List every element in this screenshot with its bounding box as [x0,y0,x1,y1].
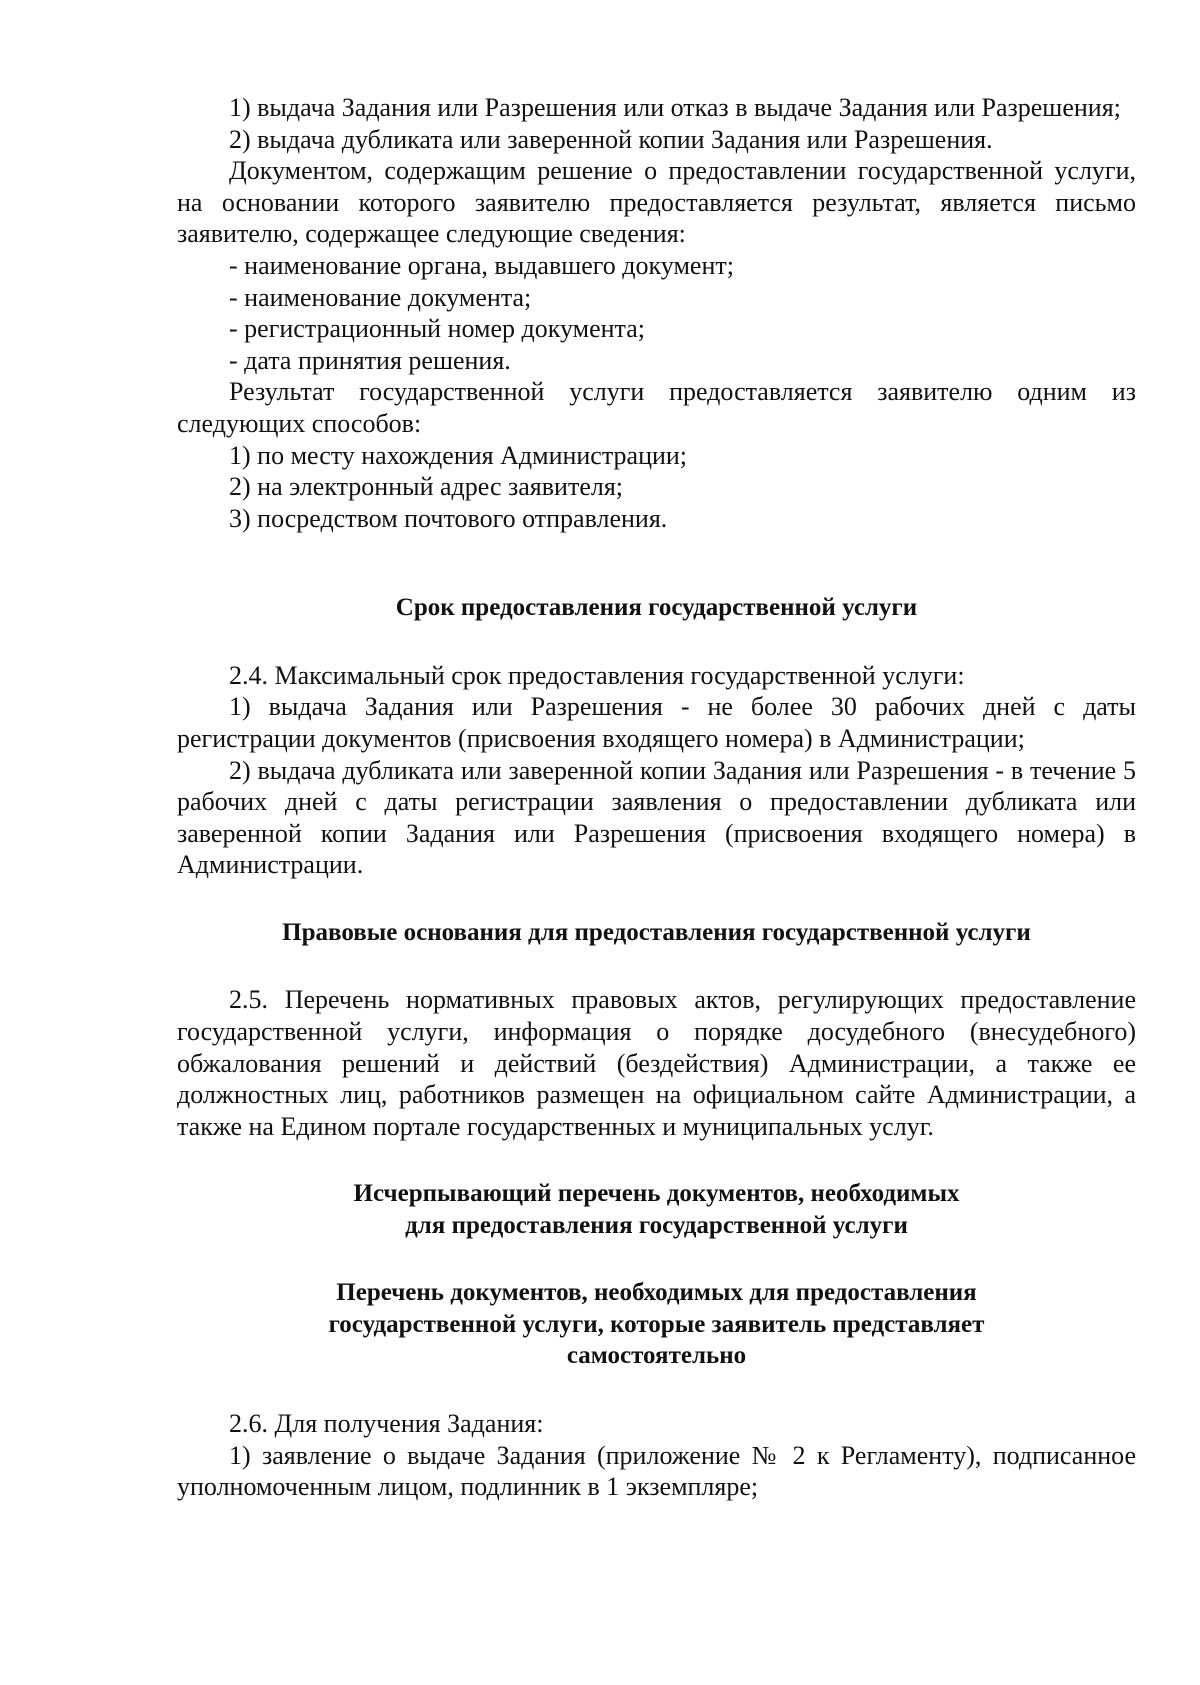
list-item: - наименование документа; [229,282,532,312]
list-item: 2) на электронный адрес заявителя; [229,472,624,502]
heading-line: самостоятельно [566,1342,747,1370]
list-item: - регистрационный номер документа; [229,314,645,344]
paragraph: 2) выдача дубликата или заверенной копии Задания или Разрешения. [229,124,993,154]
list-item: 1) по месту нахождения Администрации; [229,440,688,470]
section-heading-documents [177,1178,1136,1241]
paragraph: 2.6. Для получения Задания: [229,1408,544,1438]
heading-line: государственной услуги, которые заявитель представляет [328,1310,985,1338]
heading-line: Исчерпывающий перечень документов, необходимых [353,1180,960,1208]
paragraph: 2.4. Максимальный срок предоставления государственной услуги: [229,660,965,690]
list-item: - наименование органа, выдавшего документ; [229,250,734,280]
paragraph: Документом, содержащим решение о предоставлении государственной услуги, на основании которого заявителю предоставляется результат, является письмо заявителю, содержащее следующие сведения: [177,156,1136,249]
section-heading-legal: Правовые основания для предоставления государственной услуги [282,918,1031,946]
section-heading-term: Срок предоставления государственной услуги [395,594,918,622]
list-item: 2) выдача дубликата или заверенной копии Задания или Разрешения - в течение 5 рабочих дней с даты регистрации заявления о предоставлении дубликата или заверенной копии Задания или Разрешения (присвоения входящего номера) в Администрации. [177,755,1136,880]
subsection-heading [177,1277,1136,1372]
heading-line: для предоставления государственной услуги [405,1211,908,1239]
heading-line: Перечень документов, необходимых для предоставления [336,1279,977,1307]
list-item: 1) выдача Задания или Разрешения - не более 30 рабочих дней с даты регистрации документов (присвоения входящего номера) в Администрации; [177,692,1136,753]
paragraph: 2.5. Перечень нормативных правовых актов, регулирующих предоставление государственной услуги, информация о порядке досудебного (внесудебного) обжалования решений и действий (бездействия) Администрации, а также ее должностных лиц, работников размещен на официальном сайте Администрации, а также на Едином портале государственных и муниципальных услуг. [177,985,1136,1141]
list-item: - дата принятия решения. [229,345,511,375]
list-item: 3) посредством почтового отправления. [229,503,668,533]
paragraph: 1) выдача Задания или Разрешения или отказ в выдаче Задания или Разрешения; [229,93,1121,122]
list-item: 1) заявление о выдаче Задания (приложение № 2 к Регламенту), подписанное уполномоченным лицом, подлинник в 1 экземпляре; [177,1440,1136,1502]
paragraph: Результат государственной услуги предоставляется заявителю одним из следующих способов: [177,377,1136,438]
